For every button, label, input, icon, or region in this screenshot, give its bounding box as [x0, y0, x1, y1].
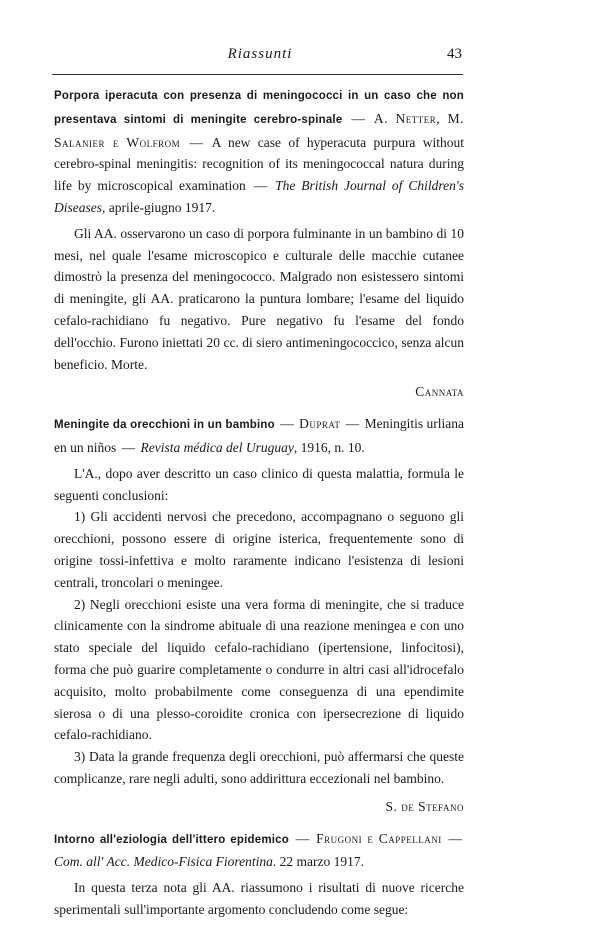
dash: —: [189, 134, 204, 150]
article-paragraph: In questa terza nota gli AA. riassumono i risultati di nuove ricerche sperimentali sull'importante argomento concludendo come segue:: [54, 880, 464, 917]
article-authors: Duprat: [299, 416, 341, 432]
article-authors: A. Netter, M. Salanier e Wolfrom: [54, 110, 465, 150]
article-signature: Cannata: [415, 384, 464, 400]
article-source: The British Journal of Children's Diseases: [54, 178, 464, 215]
dash: —: [345, 416, 360, 432]
page-body: [54, 84, 464, 927]
article-date: , aprile-giugno 1917.: [102, 199, 216, 215]
running-head-title: Riassunti: [227, 46, 293, 62]
article-paragraph: 1) Gli accidenti nervosi che precedono, accompagnano o seguono gli orecchioni, possono essere di origine isterica, frequentemente sono di origine tossi-infettiva e molto raramente indicano l'esistenza di lesioni centrali, troncolari o meningee.: [54, 509, 464, 590]
article-paragraph: 2) Negli orecchioni esiste una vera forma di meningite, che si traduce clinicamente con la sindrome abituale di una reazione meningea e con uno stato speciale del liquido cefalo-rachidiano (ipertensione, linfocitosi), forma che può guarire completamente o condurre in altri casi all'idrocefalo acquisito, molto probabilmente come conseguenza di una ependimite sierosa o di una plesso-coroidite cronica con ipersecrezione di liquido cefalo-rachidiano.: [54, 596, 464, 743]
article-header: [54, 828, 464, 874]
dash: —: [253, 178, 268, 194]
article-title: Intorno all'eziologia dell'ittero epidemico: [54, 833, 289, 846]
dash: —: [351, 110, 365, 126]
article-translation: A new case of hyperacuta purpura without cerebro-spinal meningitis: recognition of its meningococcal natura during life by microscopical examination: [54, 134, 465, 194]
header-rule: [52, 74, 463, 75]
article-paragraph: Gli AA. osservarono un caso di porpora fulminante in un bambino di 10 mesi, nel quale l'esame microscopico e culturale delle macchie cutanee dimostrò la presenza del meningococco. Malgrado non esistessero sintomi di meningite, gli AA. praticarono la puntura lombare; l'esame del liquido cefalo-rachidiano fu negativo. Pure negativo fu l'esame del fondo dell'occhio. Furono iniettati 20 cc. di siero antimeningococcico, senza alcun beneficio. Morte.: [54, 225, 464, 372]
article-ittero-epidemico: [54, 828, 464, 921]
dash: —: [448, 830, 463, 846]
article-source: Com. all' Acc. Medico-Fisica Fiorentina: [54, 854, 273, 870]
dash: —: [295, 830, 310, 846]
article-signature: S. de Stefano: [385, 798, 464, 814]
dash: —: [121, 439, 136, 455]
article-paragraph: 3) Data la grande frequenza degli orecchioni, può affermarsi che queste complicanze, rare negli adulti, sono addirittura eccezionali nel bambino.: [54, 749, 464, 786]
running-head: [58, 46, 462, 68]
dash: —: [280, 416, 294, 432]
article-source: Revista médica del Uruguay: [140, 439, 294, 455]
page-number: 43: [447, 46, 462, 62]
article-meningite-orecchioni: [54, 413, 464, 817]
article-title: Porpora iperacuta con presenza di meningococci in un caso che non presentava sintomi di meningite cerebro-spinale: [54, 90, 464, 126]
article-authors: Frugoni e Cappellani: [316, 830, 442, 846]
article-title: Meningite da orecchioni in un bambino: [54, 419, 275, 432]
article-header: [54, 84, 464, 219]
article-date: , 1916, n. 10.: [293, 439, 365, 455]
article-translation: Meningitis urliana en un niños: [54, 416, 465, 455]
article-date: . 22 marzo 1917.: [272, 854, 364, 870]
article-porpora-iperacuta: [54, 84, 464, 403]
article-header: [54, 413, 464, 459]
article-paragraph: L'A., dopo aver descritto un caso clinico di questa malattia, formula le seguenti conclusioni:: [54, 465, 464, 503]
